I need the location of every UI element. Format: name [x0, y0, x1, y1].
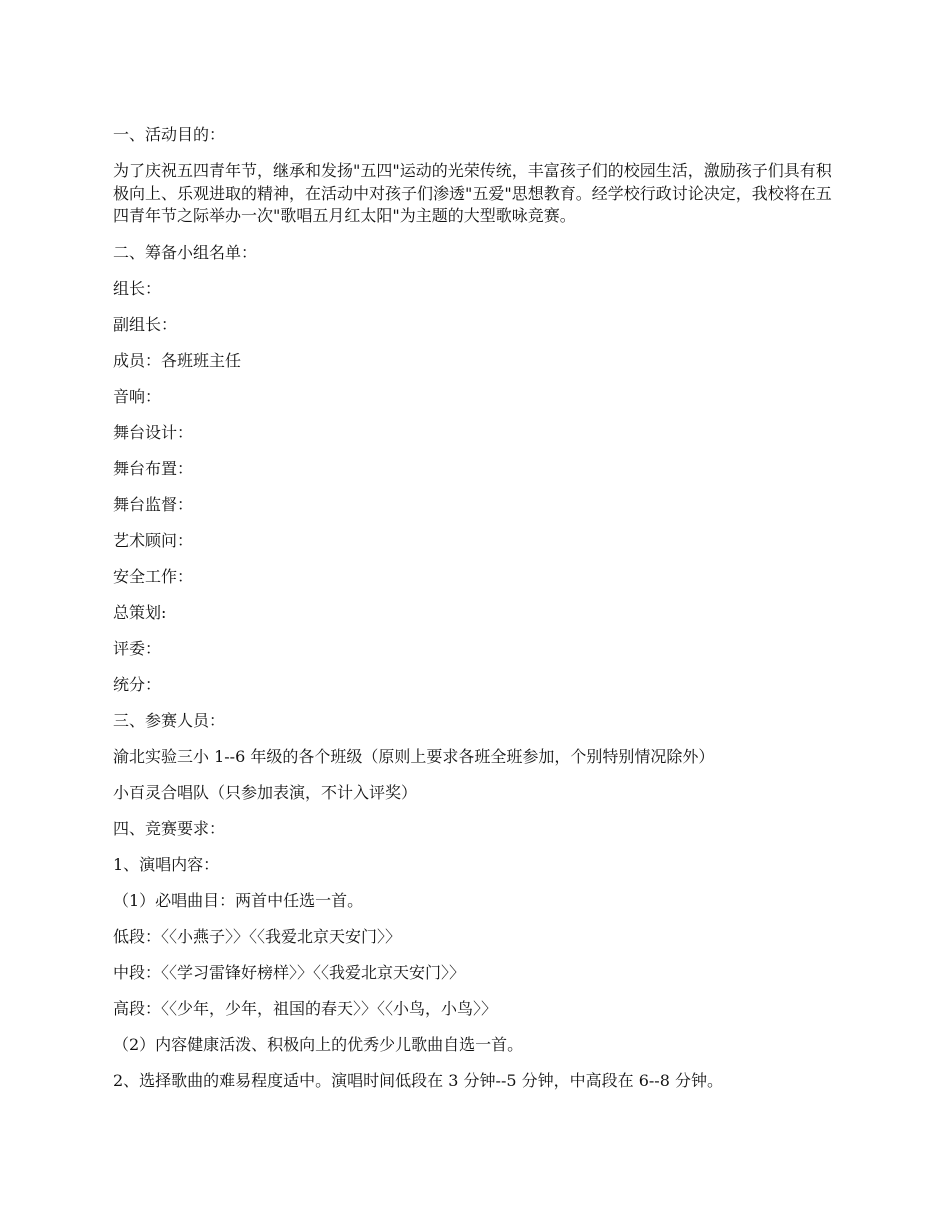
section-heading-committee: 二、筹备小组名单： [113, 242, 258, 262]
participants-classes: 渝北实验三小 1--6 年级的各个班级（原则上要求各班全班参加，个别特别情况除外） [113, 746, 715, 766]
committee-deputy-leader: 副组长： [113, 314, 178, 334]
songs-middle-grades: 中段：〈〈学习雷锋好榜样〉〉〈〈我爱北京天安门〉〉 [113, 962, 466, 982]
requirement-difficulty-duration: 2、选择歌曲的难易程度适中。演唱时间低段在 3 分钟--5 分钟，中高段在 6--8 分钟。 [113, 1070, 723, 1090]
document-body [113, 124, 838, 1106]
requirement-singing-content: 1、演唱内容： [113, 854, 220, 874]
songs-lower-grades: 低段：〈〈小燕子〉〉〈〈我爱北京天安门〉〉 [113, 926, 402, 946]
section-heading-participants: 三、参赛人员： [113, 710, 226, 730]
section-heading-purpose: 一、活动目的： [113, 125, 226, 144]
requirement-optional-song: （2）内容健康活泼、积极向上的优秀少儿歌曲自选一首。 [113, 1034, 524, 1054]
purpose-paragraph: 为了庆祝五四青年节，继承和发扬"五四"运动的光荣传统，丰富孩子们的校园生活，激励孩子们具有积极向上、乐观进取的精神，在活动中对孩子们渗透"五爱"思想教育。经学校行政讨论决定，我校将在五四青年节之际举办一次"歌唱五月红太阳"为主题的大型歌咏竞赛。 [113, 161, 832, 225]
committee-art-advisor: 艺术顾问： [113, 530, 194, 550]
committee-scoring: 统分： [113, 674, 162, 694]
committee-safety: 安全工作： [113, 566, 194, 586]
committee-stage-design: 舞台设计： [113, 422, 194, 442]
songs-upper-grades: 高段：〈〈少年，少年，祖国的春天〉〉〈〈小鸟，小鸟〉〉 [113, 998, 498, 1018]
committee-stage-setup: 舞台布置： [113, 458, 194, 478]
committee-stage-supervisor: 舞台监督： [113, 494, 194, 514]
committee-planner: 总策划: [113, 602, 167, 622]
participants-choir: 小百灵合唱队（只参加表演，不计入评奖） [113, 782, 418, 802]
section-heading-requirements: 四、竞赛要求： [113, 818, 226, 838]
committee-judges: 评委： [113, 638, 162, 658]
requirement-required-songs: （1）必唱曲目：两首中任选一首。 [113, 890, 364, 910]
committee-leader: 组长： [113, 278, 162, 298]
committee-sound: 音响： [113, 386, 162, 406]
committee-members: 成员：各班班主任 [113, 350, 242, 370]
